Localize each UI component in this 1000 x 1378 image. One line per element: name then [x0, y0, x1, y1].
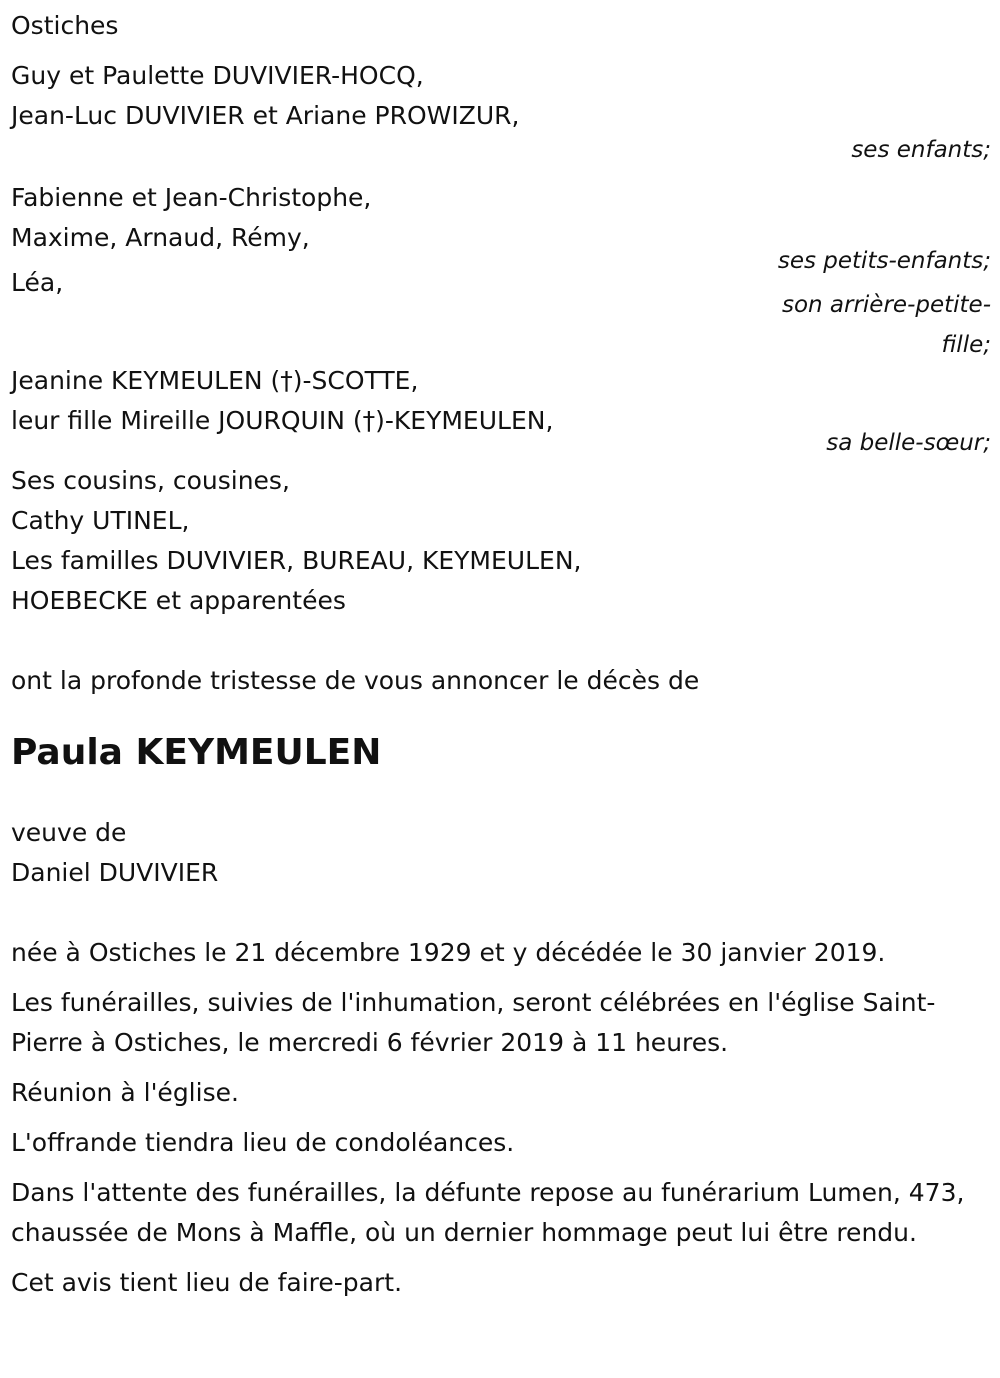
widow-of-line-2: Daniel DUVIVIER	[11, 858, 219, 887]
widow-block	[11, 813, 991, 893]
sister-in-law-role: sa belle-sœur;	[826, 430, 991, 456]
others-line-3: Les familles DUVIVIER, BUREAU, KEYMEULEN,	[11, 546, 582, 575]
children-block	[11, 56, 991, 170]
great-grandchild-role-2: fille;	[941, 332, 991, 358]
great-grandchild-role-1: son arrière-petite-	[781, 292, 991, 318]
grandchildren-line-1: Fabienne et Jean-Christophe,	[11, 183, 372, 212]
deceased-name: Paula KEYMEULEN	[11, 732, 382, 773]
announcement: ont la profonde tristesse de vous annoncer le décès de	[11, 666, 700, 695]
others-block	[11, 461, 991, 621]
location: Ostiches	[11, 11, 119, 40]
grandchildren-role: ses petits-enfants;	[777, 248, 991, 274]
rest-info: Dans l'attente des funérailles, la défunte repose au funérarium Lumen, 473, chaussée de Mons à Maffle, où un dernier hommage peut lui être rendu.	[11, 1178, 965, 1247]
children-line-1: Guy et Paulette DUVIVIER-HOCQ,	[11, 61, 424, 90]
obituary-notice	[11, 6, 991, 1303]
great-grandchild-line-1: Léa,	[11, 268, 64, 297]
meeting-info: Réunion à l'église.	[11, 1078, 239, 1107]
sister-in-law-line-2: leur fille Mireille JOURQUIN (†)-KEYMEULEN,	[11, 406, 554, 435]
sister-in-law-block	[11, 361, 991, 463]
offering-info: L'offrande tiendra lieu de condoléances.	[11, 1128, 515, 1157]
others-line-2: Cathy UTINEL,	[11, 506, 190, 535]
grandchildren-line-2: Maxime, Arnaud, Rémy,	[11, 223, 310, 252]
funeral-details: Les funérailles, suivies de l'inhumation, seront célébrées en l'église Saint-Pierre à Ostiches, le mercredi 6 février 2019 à 11 heures.	[11, 988, 936, 1057]
birth-death: née à Ostiches le 21 décembre 1929 et y décédée le 30 janvier 2019.	[11, 938, 886, 967]
children-line-2: Jean-Luc DUVIVIER et Ariane PROWIZUR,	[11, 101, 520, 130]
others-line-4: HOEBECKE et apparentées	[11, 586, 346, 615]
widow-of-line-1: veuve de	[11, 818, 127, 847]
sister-in-law-line-1: Jeanine KEYMEULEN (†)-SCOTTE,	[11, 366, 419, 395]
children-role: ses enfants;	[851, 137, 991, 163]
others-line-1: Ses cousins, cousines,	[11, 466, 290, 495]
notice-info: Cet avis tient lieu de faire-part.	[11, 1268, 403, 1297]
